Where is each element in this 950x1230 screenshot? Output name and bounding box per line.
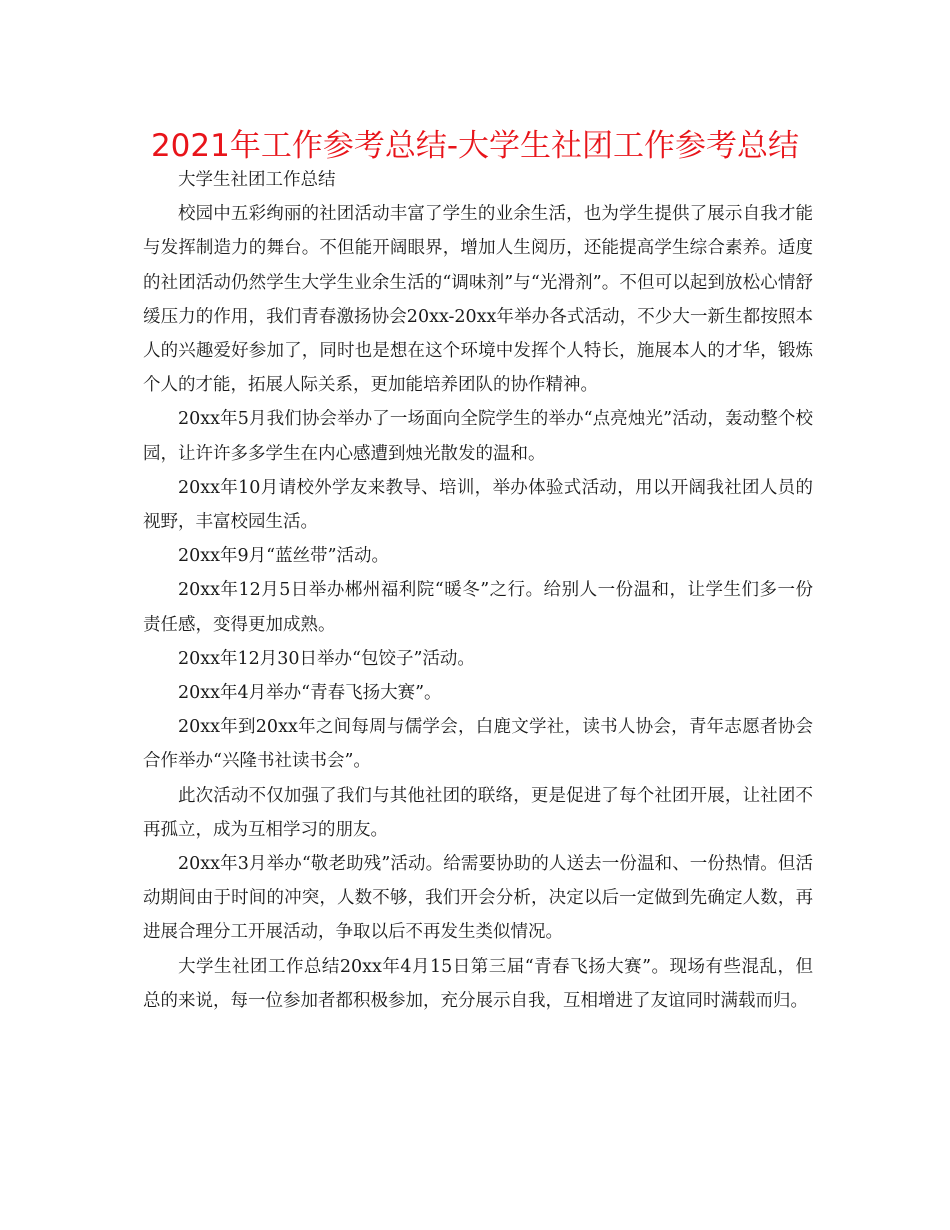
- paragraph-5: 20xx年9月“蓝丝带”活动。: [178, 546, 390, 567]
- paragraph-2: 校园中五彩绚丽的社团活动丰富了学生的业余生活，也为学生提供了展示自我才能与发挥制造力的舞台。不但能开阔眼界，增加人生阅历，还能提高学生综合素养。适度的社团活动仍然学生大学生业余生活的“调味剂”与“光滑剂”。不但可以起到放松心情舒缓压力的作用，我们青春激扬协会20xx-20xx年举办各式活动，不少大一新生都按照本人的兴趣爱好参加了，同时也是想在这个环境中发挥个人特长，施展本人的才华，锻炼个人的才能，拓展人际关系，更加能培养团队的协作精神。: [143, 204, 813, 396]
- paragraph-11: 20xx年3月举办“敬老助残”活动。给需要协助的人送去一份温和、一份热情。但活动期间由于时间的冲突，人数不够，我们开会分析，决定以后一定做到先确定人数，再进展合理分工开展活动，争取以后不再发生类似情况。: [143, 854, 813, 943]
- paragraph-9: 20xx年到20xx年之间每周与儒学会，白鹿文学社，读书人协会，青年志愿者协会合作举办“兴隆书社读书会”。: [143, 717, 813, 772]
- document-title: 2021年工作参考总结-大学生社团工作参考总结: [150, 128, 800, 164]
- paragraph-10: 此次活动不仅加强了我们与其他社团的联络，更是促进了每个社团开展，让社团不再孤立，成为互相学习的朋友。: [143, 785, 813, 840]
- paragraph-1: 大学生社团工作总结: [178, 170, 336, 190]
- paragraph-12: 大学生社团工作总结20xx年4月15日第三届“青春飞扬大赛”。现场有些混乱，但总的来说，每一位参加者都积极参加，充分展示自我，互相增进了友谊同时满载而归。: [143, 956, 813, 1011]
- paragraph-7: 20xx年12月30日举办“包饺子”活动。: [178, 648, 475, 669]
- paragraph-8: 20xx年4月举办“青春飞扬大赛”。: [178, 683, 442, 704]
- document-body: [143, 163, 813, 1018]
- paragraph-3: 20xx年5月我们协会举办了一场面向全院学生的举办“点亮烛光”活动，轰动整个校园，让许许多多学生在内心感遭到烛光散发的温和。: [143, 409, 813, 464]
- paragraph-6: 20xx年12月5日举办郴州福利院“暖冬”之行。给别人一份温和，让学生们多一份责任感，变得更加成熟。: [143, 580, 813, 635]
- paragraph-4: 20xx年10月请校外学友来教导、培训，举办体验式活动，用以开阔我社团人员的视野，丰富校园生活。: [143, 477, 813, 533]
